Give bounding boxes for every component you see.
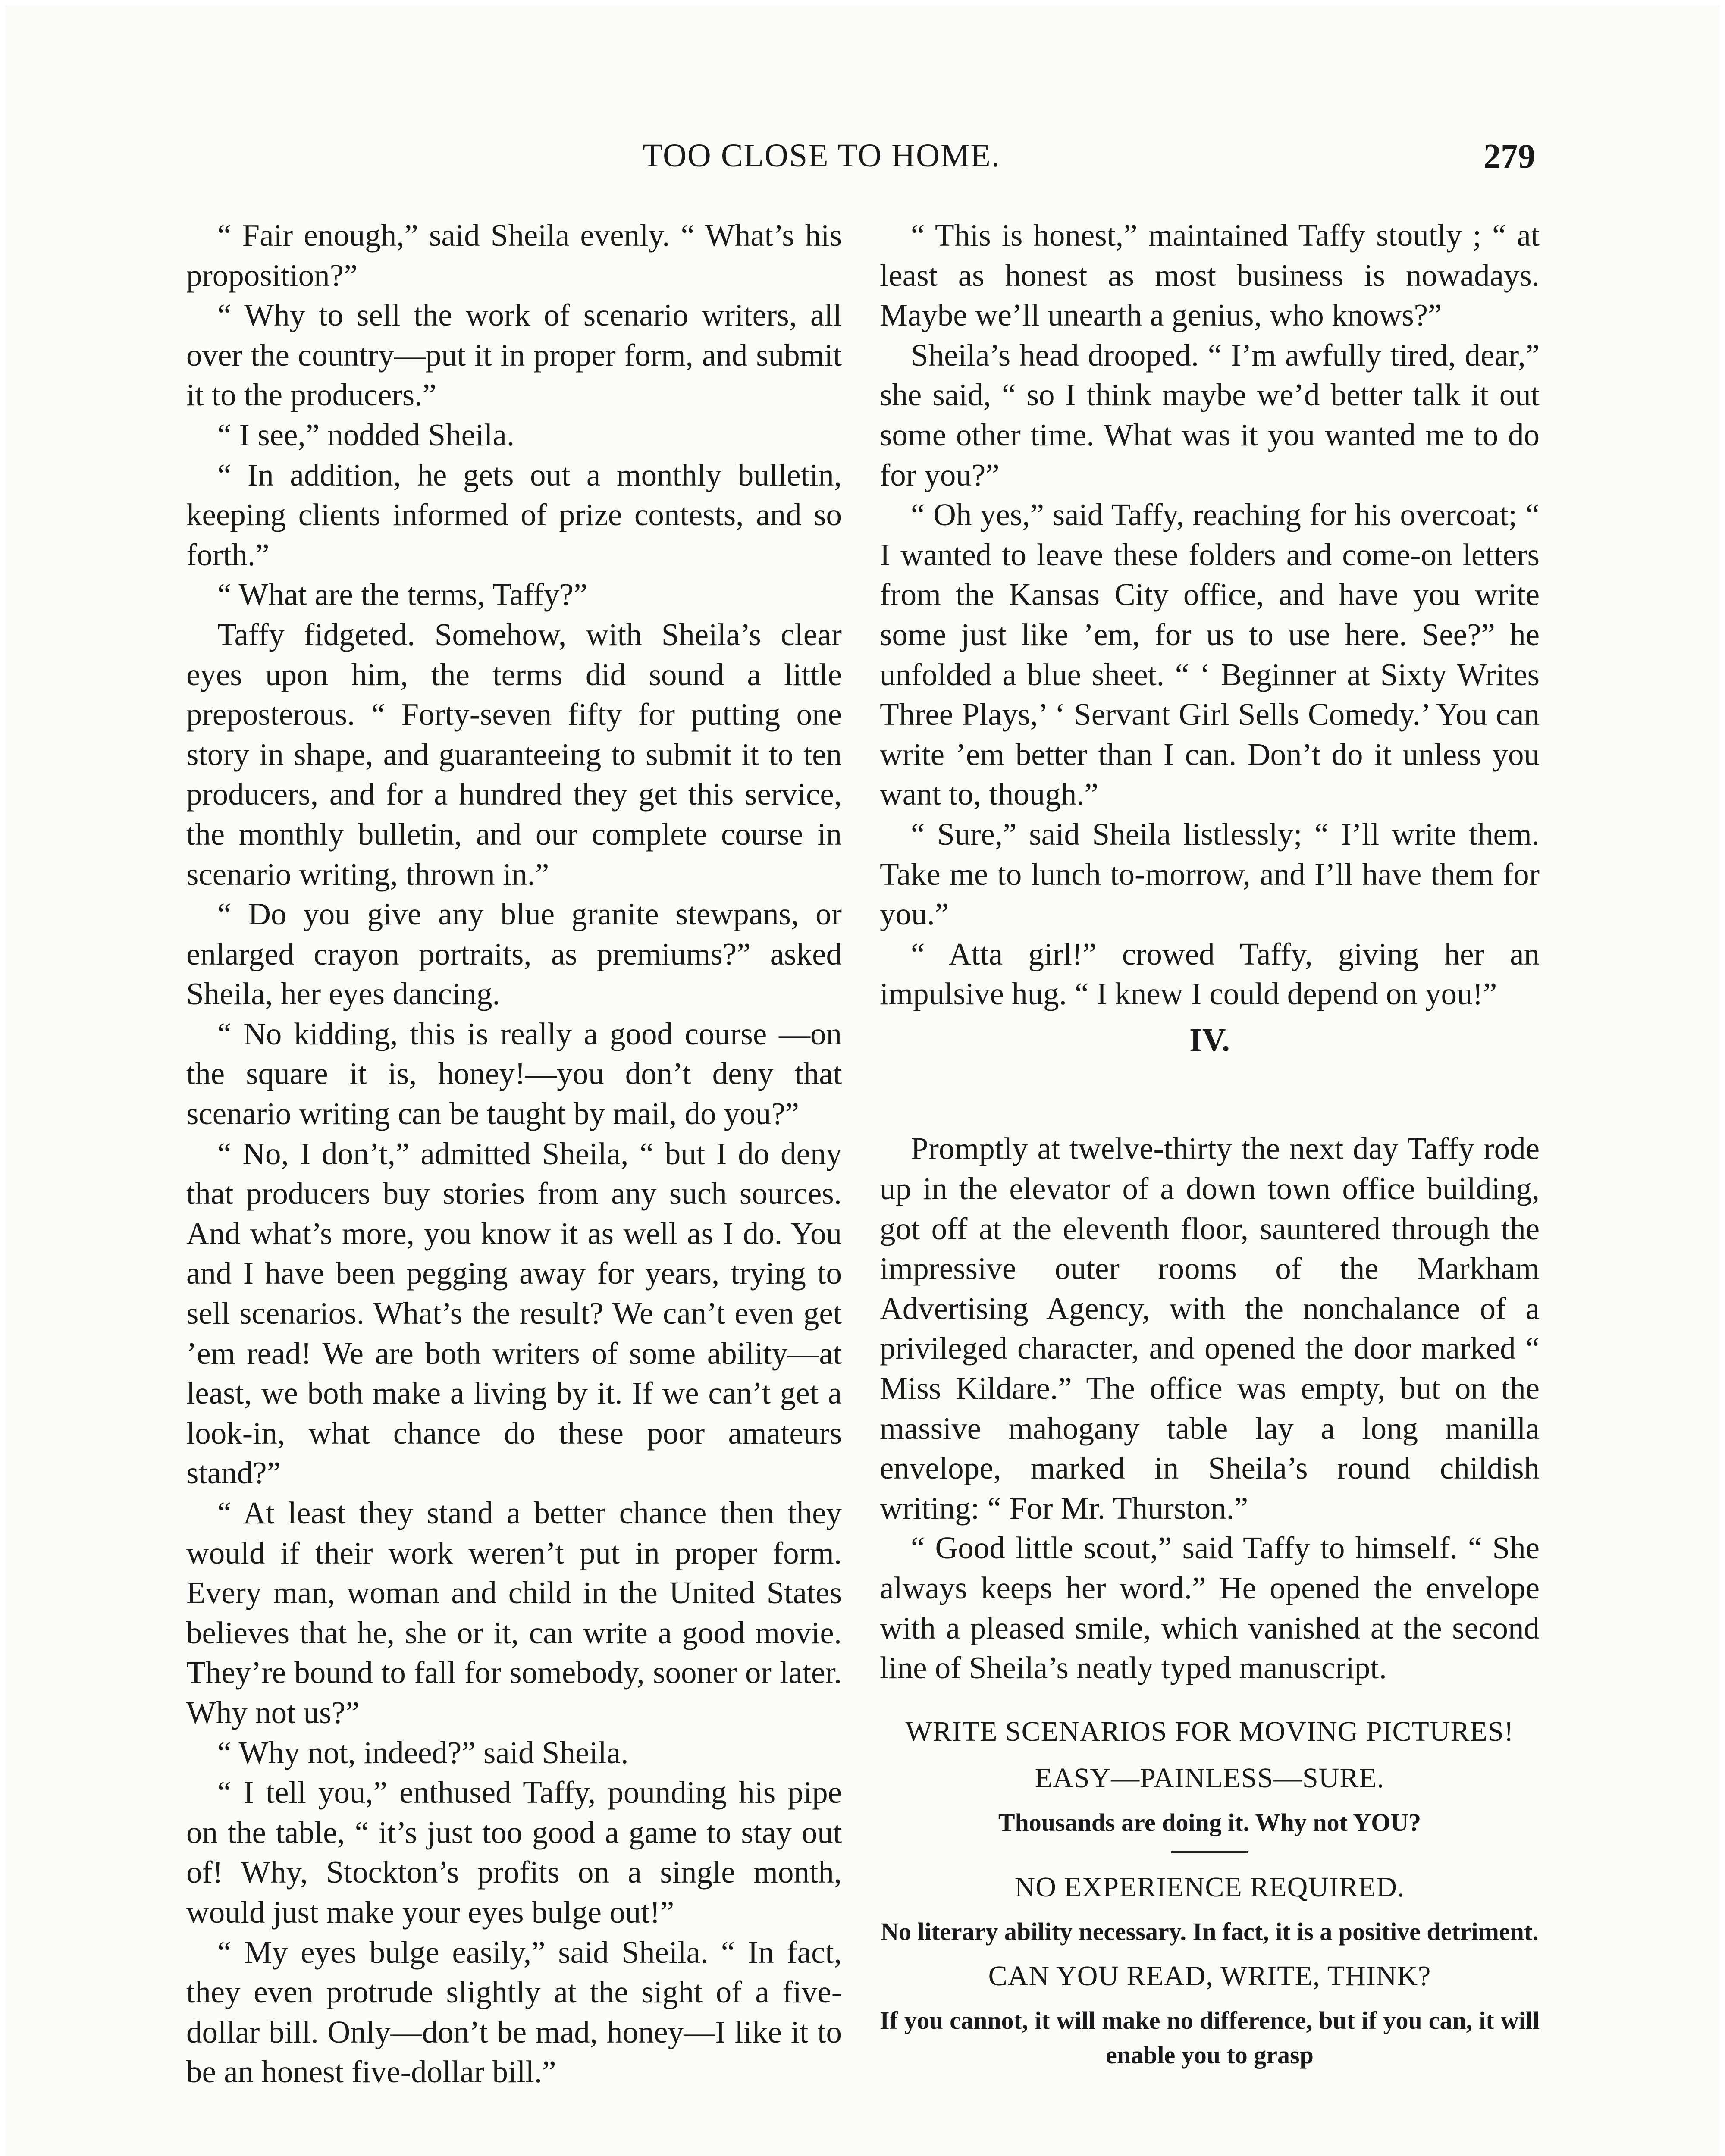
ad-line: No literary ability necessary. In fact, it is a positive detriment. <box>881 1917 1539 1946</box>
running-title: TOO CLOSE TO HOME. <box>643 138 1000 174</box>
paragraph: “ Why not, indeed?” said Sheila. <box>217 1735 629 1770</box>
paragraph: “ In addition, he gets out a monthly bulletin, keeping clients informed of prize contests, and so forth.” <box>186 457 842 572</box>
ad-line: If you cannot, it will make no difference, but if you can, it will enable you to grasp <box>880 2006 1540 2069</box>
paragraph: “ No, I don’t,” admitted Sheila, “ but I do deny that producers buy stories from any such sources. And what’s more, you know it as well as I do. You and I have been pegging away for years, trying to sell scenarios. What’s the result? We can’t even get ’em read! We are both writers of some ability—at least, we both make a living by it. If we can’t get a look-in, what chance do these poor amateurs stand?” <box>186 1136 842 1491</box>
page-number: 279 <box>1484 138 1535 175</box>
paragraph: Taffy fidgeted. Somehow, with Sheila’s clear eyes upon him, the terms did sound a little preposterous. “ Forty-seven fifty for putting one story in shape, and guaranteeing to submit it to ten producers, and for a hundred they get this service, the monthly bulletin, and our complete course in scenario writing, thrown in.” <box>186 617 842 892</box>
paragraph: “ This is honest,” maintained Taffy stoutly ; “ at least as honest as most business is nowadays. Maybe we’ll unearth a genius, who knows?” <box>880 218 1540 333</box>
paragraph: “ At least they stand a better chance then they would if their work weren’t put in proper form. Every man, woman and child in the United States believes that he, she or it, can write a good movie. They’re bound to fall for somebody, sooner or later. Why not us?” <box>186 1495 842 1730</box>
paragraph: “ What are the terms, Taffy?” <box>217 577 588 612</box>
section-heading: IV. <box>1189 1022 1230 1058</box>
left-column <box>186 216 842 2092</box>
paragraph: “ Why to sell the work of scenario writers, all over the country—put it in proper form, and submit it to the producers.” <box>186 298 842 413</box>
ad-tagline: EASY—PAINLESS—SURE. <box>1035 1762 1385 1794</box>
ad-headline: WRITE SCENARIOS FOR MOVING PICTURES! <box>905 1715 1514 1747</box>
paragraph: “ I see,” nodded Sheila. <box>217 417 515 452</box>
paragraph: “ My eyes bulge easily,” said Sheila. “ In fact, they even protrude slightly at the sight of a five-dollar bill. Only—don’t be mad, honey—I like it to be an honest five-dollar bill.” <box>186 1934 842 2090</box>
page-header <box>0 137 1725 202</box>
ad-line: Thousands are doing it. Why not YOU? <box>998 1808 1421 1836</box>
paragraph: “ Oh yes,” said Taffy, reaching for his overcoat; “ I wanted to leave these folders and come-on letters from the Kansas City office, and have you write some just like ’em, for us to use here. See?” he unfolded a blue sheet. “ ‘ Beginner at Sixty Writes Three Plays,’ ‘ Servant Girl Sells Comedy.’ You can write ’em better than I can. Don’t do it unless you want to, though.” <box>880 497 1540 812</box>
divider <box>1171 1851 1248 1853</box>
ad-heading: CAN YOU READ, WRITE, THINK? <box>988 1960 1431 1992</box>
paragraph: “ Good little scout,” said Taffy to himself. “ She always keeps her word.” He opened the envelope with a pleased smile, which vanished at the second line of Sheila’s neatly typed manuscript. <box>880 1530 1540 1686</box>
paragraph: “ Sure,” said Sheila listlessly; “ I’ll write them. Take me to lunch to-morrow, and I’ll have them for you.” <box>880 816 1540 932</box>
paragraph: Promptly at twelve-thirty the next day Taffy rode up in the elevator of a down town office building, got off at the eleventh floor, sauntered through the impressive outer rooms of the Markham Advertising Agency, with the nonchalance of a privileged character, and opened the door marked “ Miss Kildare.” The office was empty, but on the massive mahogany table lay a long manilla envelope, marked in Sheila’s round childish writing: “ For Mr. Thurston.” <box>880 1131 1540 1526</box>
paragraph: “ I tell you,” enthused Taffy, pounding his pipe on the table, “ it’s just too good a game to stay out of! Why, Stockton’s profits on a single month, would just make your eyes bulge out!” <box>186 1775 842 1930</box>
paragraph: “ No kidding, this is really a good course —on the square it is, honey!—you don’t deny that scenario writing can be taught by mail, do you?” <box>186 1016 842 1131</box>
paragraph: “ Do you give any blue granite stewpans, or enlarged crayon portraits, as premiums?” asked Sheila, her eyes dancing. <box>186 896 842 1012</box>
paragraph: “ Fair enough,” said Sheila evenly. “ What’s his proposition?” <box>186 218 842 293</box>
paragraph: “ Atta girl!” crowed Taffy, giving her an impulsive hug. “ I knew I could depend on you!” <box>880 936 1540 1012</box>
right-column <box>880 216 1540 2072</box>
advertisement-block <box>880 1712 1540 2072</box>
paragraph: Sheila’s head drooped. “ I’m awfully tired, dear,” she said, “ so I think maybe we’d better talk it out some other time. What was it you wanted me to do for you?” <box>880 337 1540 492</box>
ad-heading: NO EXPERIENCE REQUIRED. <box>1014 1871 1405 1903</box>
